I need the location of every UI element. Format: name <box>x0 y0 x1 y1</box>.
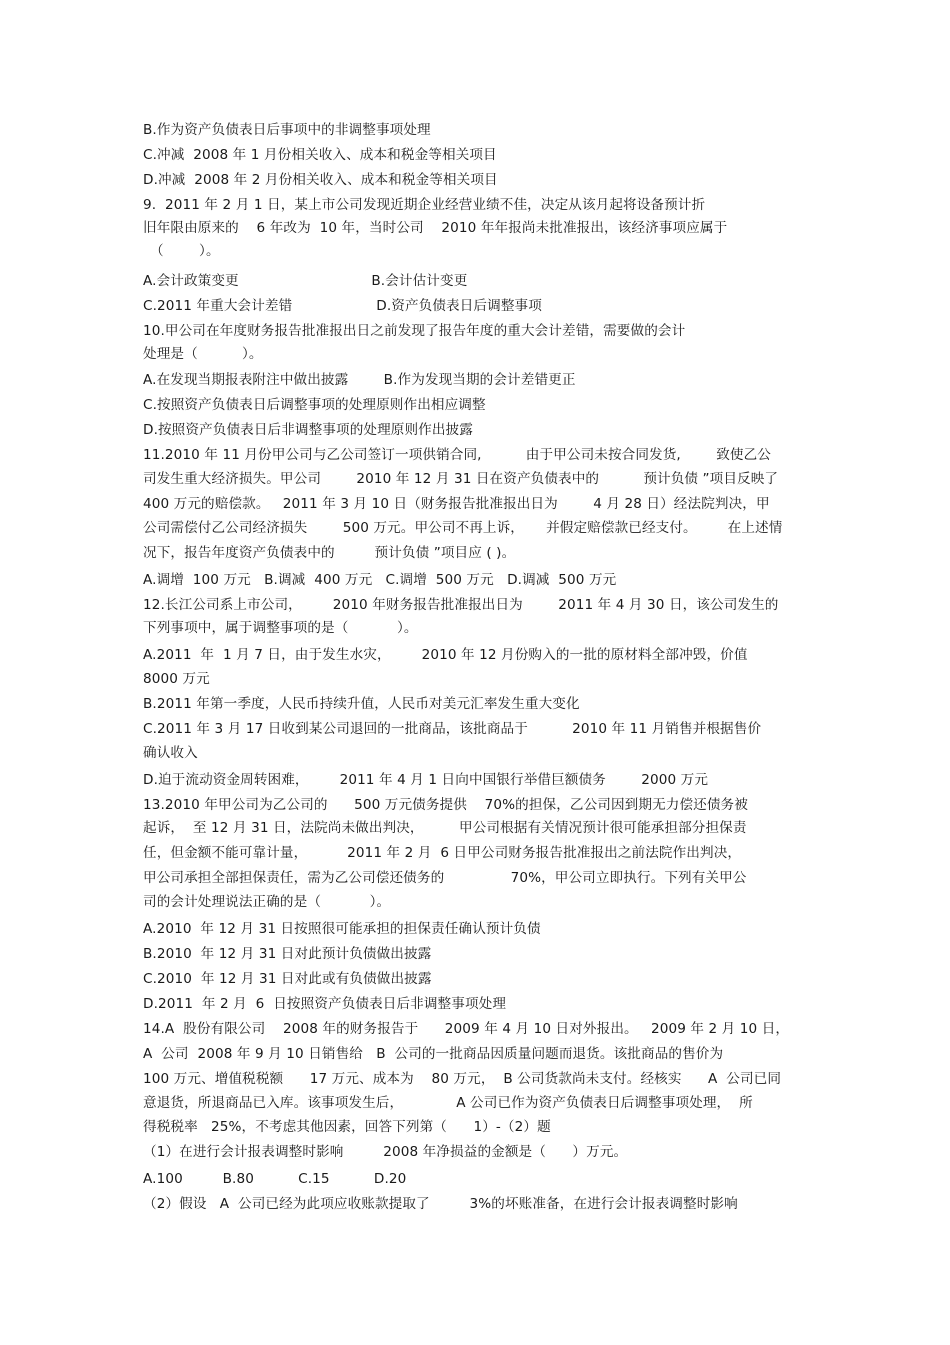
question-line: 司的会计处理说法正确的是（ ）。 <box>143 894 391 910</box>
question-line: 14.A 股份有限公司 2008 年的财务报告于 2009 年 4 月 10 日对外报出。 2009 年 2 月 10 日， <box>143 1021 790 1037</box>
option-line: 确认收入 <box>143 745 198 761</box>
question-line: 旧年限由原来的 6 年改为 10 年，当时公司 2010 年年报尚未批准报出，该经济事项应属于 <box>143 220 728 236</box>
question-line: （ ）。 <box>150 243 220 259</box>
question-line: （1）在进行会计报表调整时影响 2008 年净损益的金额是（ ）万元。 <box>143 1144 628 1160</box>
option-line: B.2011 年第一季度，人民币持续升值，人民币对美元汇率发生重大变化 <box>143 696 580 712</box>
option-line: B.2010 年 12 月 31 日对此预计负债做出披露 <box>143 946 432 962</box>
option-line: C.按照资产负债表日后调整事项的处理原则作出相应调整 <box>143 397 486 413</box>
question-line: 10.甲公司在年度财务报告批准报出日之前发现了报告年度的重大会计差错，需要做的会计 <box>143 323 686 339</box>
option-line: A.会计政策变更 B.会计估计变更 <box>143 273 468 289</box>
question-line: 意退货，所退商品已入库。该事项发生后， A 公司已作为资产负债表日后调整事项处理， 所 <box>143 1095 753 1111</box>
question-line: 13.2010 年甲公司为乙公司的 500 万元债务提供 70%的担保，乙公司因到期无力偿还债务被 <box>143 797 748 813</box>
option-line: A.在发现当期报表附注中做出披露 B.作为发现当期的会计差错更正 <box>143 372 576 388</box>
option-line: A.100 B.80 C.15 D.20 <box>143 1171 407 1187</box>
question-line: 12.长江公司系上市公司， 2010 年财务报告批准报出日为 2011 年 4 月 30 日，该公司发生的 <box>143 597 779 613</box>
option-line: D.迫于流动资金周转困难， 2011 年 4 月 1 日向中国银行举借巨额债务 2000 万元 <box>143 772 709 788</box>
option-line: C.2011 年 3 月 17 日收到某公司退回的一批商品，该批商品于 2010 年 11 月销售并根据售价 <box>143 721 762 737</box>
question-line: 11.2010 年 11 月份甲公司与乙公司签订一项供销合同, 由于甲公司未按合同发货, 致使乙公 <box>143 447 771 463</box>
option-line: C.2011 年重大会计差错 D.资产负债表日后调整事项 <box>143 298 542 314</box>
question-line: 司发生重大经济损失。甲公司 2010 年 12 月 31 日在资产负债表中的 预计负债 ”项目反映了 <box>143 471 779 487</box>
option-line: C.冲减 2008 年 1 月份相关收入、成本和税金等相关项目 <box>143 147 497 163</box>
question-line: 处理是（ ）。 <box>143 346 263 362</box>
question-line: A 公司 2008 年 9 月 10 日销售给 B 公司的一批商品因质量问题而退货。该批商品的售价为 <box>143 1046 724 1062</box>
question-line: 400 万元的赔偿款。 2011 年 3 月 10 日（财务报告批准报出日为 4 月 28 日）经法院判决，甲 <box>143 496 770 512</box>
option-line: A.2010 年 12 月 31 日按照很可能承担的担保责任确认预计负债 <box>143 921 541 937</box>
question-line: 况下，报告年度资产负债表中的 预计负债 ”项目应 ( )。 <box>143 545 516 561</box>
option-line: C.2010 年 12 月 31 日对此或有负债做出披露 <box>143 971 432 987</box>
option-line: D.冲减 2008 年 2 月份相关收入、成本和税金等相关项目 <box>143 172 498 188</box>
option-line: B.作为资产负债表日后事项中的非调整事项处理 <box>143 122 431 138</box>
option-line: 8000 万元 <box>143 671 210 687</box>
question-line: （2）假设 A 公司已经为此项应收账款提取了 3%的坏账准备，在进行会计报表调整时影响 <box>143 1196 738 1212</box>
option-line: A.2011 年 1 月 7 日，由于发生水灾， 2010 年 12 月份购入的一批的原材料全部冲毁，价值 <box>143 647 748 663</box>
question-line: 公司需偿付乙公司经济损失 500 万元。甲公司不再上诉， 并假定赔偿款已经支付。 在上述情 <box>143 520 783 536</box>
option-line: A.调增 100 万元 B.调减 400 万元 C.调增 500 万元 D.调减 500 万元 <box>143 572 617 588</box>
option-line: D.2011 年 2 月 6 日按照资产负债表日后非调整事项处理 <box>143 996 507 1012</box>
question-line: 甲公司承担全部担保责任，需为乙公司偿还债务的 70%，甲公司立即执行。下列有关甲公 <box>143 870 747 886</box>
question-line: 任，但金额不能可靠计量， 2011 年 2 月 6 日甲公司财务报告批准报出之前法院作出判决， <box>143 845 742 861</box>
question-line: 起诉， 至 12 月 31 日，法院尚未做出判决， 甲公司根据有关情况预计很可能承担部分担保责 <box>143 820 747 836</box>
question-line: 得税税率 25%，不考虑其他因素，回答下列第（ 1）-（2）题 <box>143 1119 551 1135</box>
question-line: 9. 2011 年 2 月 1 日，某上市公司发现近期企业经营业绩不佳，决定从该月起将设备预计折 <box>143 197 706 213</box>
option-line: D.按照资产负债表日后非调整事项的处理原则作出披露 <box>143 422 473 438</box>
question-line: 100 万元、增值税税额 17 万元、成本为 80 万元， B 公司货款尚未支付。经核实 A 公司已同 <box>143 1071 782 1087</box>
question-line: 下列事项中，属于调整事项的是（ ）。 <box>143 620 418 636</box>
